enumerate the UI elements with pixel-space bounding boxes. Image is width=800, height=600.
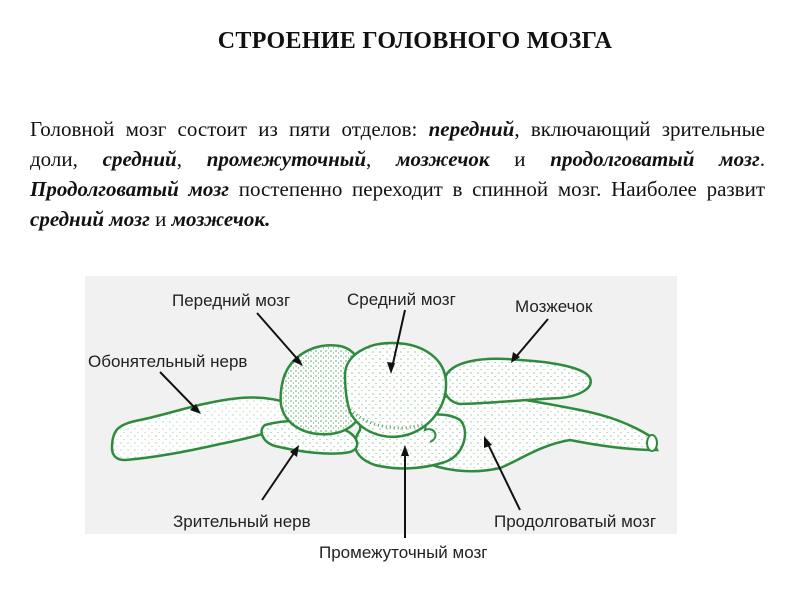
label-medulla: Продолговатый мозг xyxy=(494,512,657,531)
term-medulla: продолговатый мозг xyxy=(550,147,760,171)
label-forebrain: Передний мозг xyxy=(172,291,291,310)
text-run: Головной мозг состоит из пяти отделов: xyxy=(30,117,429,141)
text-run: и xyxy=(149,207,172,231)
label-optic-nerve: Зрительный нерв xyxy=(173,512,311,531)
label-cerebellum: Мозжечок xyxy=(515,297,593,316)
text-run: . xyxy=(759,147,765,171)
term-cerebellum-2: мозжечок. xyxy=(171,207,271,231)
term-diencephalon: промежуточный xyxy=(206,147,367,171)
pointer-optic xyxy=(262,450,296,500)
label-midbrain: Средний мозг xyxy=(347,290,456,309)
label-olfactory-nerve: Обонятельный нерв xyxy=(88,352,248,371)
page-title: СТРОЕНИЕ ГОЛОВНОГО МОЗГА xyxy=(217,28,613,54)
text-run: , xyxy=(366,147,397,171)
pointer-olfactory xyxy=(160,372,197,410)
term-midbrain-2: средний мозг xyxy=(30,207,150,231)
text-run: и xyxy=(489,147,551,171)
text-run: постепенно переходит в спинной мозг. Наиболее развит xyxy=(229,177,766,201)
term-forebrain: передний xyxy=(428,117,515,141)
term-cerebellum: мозжечок xyxy=(396,147,490,171)
label-diencephalon: Промежуточный мозг xyxy=(319,543,488,562)
pointer-cerebellum xyxy=(515,319,548,358)
text-run: , xyxy=(176,147,207,171)
term-midbrain: средний xyxy=(102,147,177,171)
text-run: , включающий зрительные доли, xyxy=(30,117,765,171)
pointer-forebrain xyxy=(257,313,300,362)
term-medulla-2: Продолговатый мозг xyxy=(30,177,230,201)
spinal-cord-end xyxy=(647,435,657,451)
